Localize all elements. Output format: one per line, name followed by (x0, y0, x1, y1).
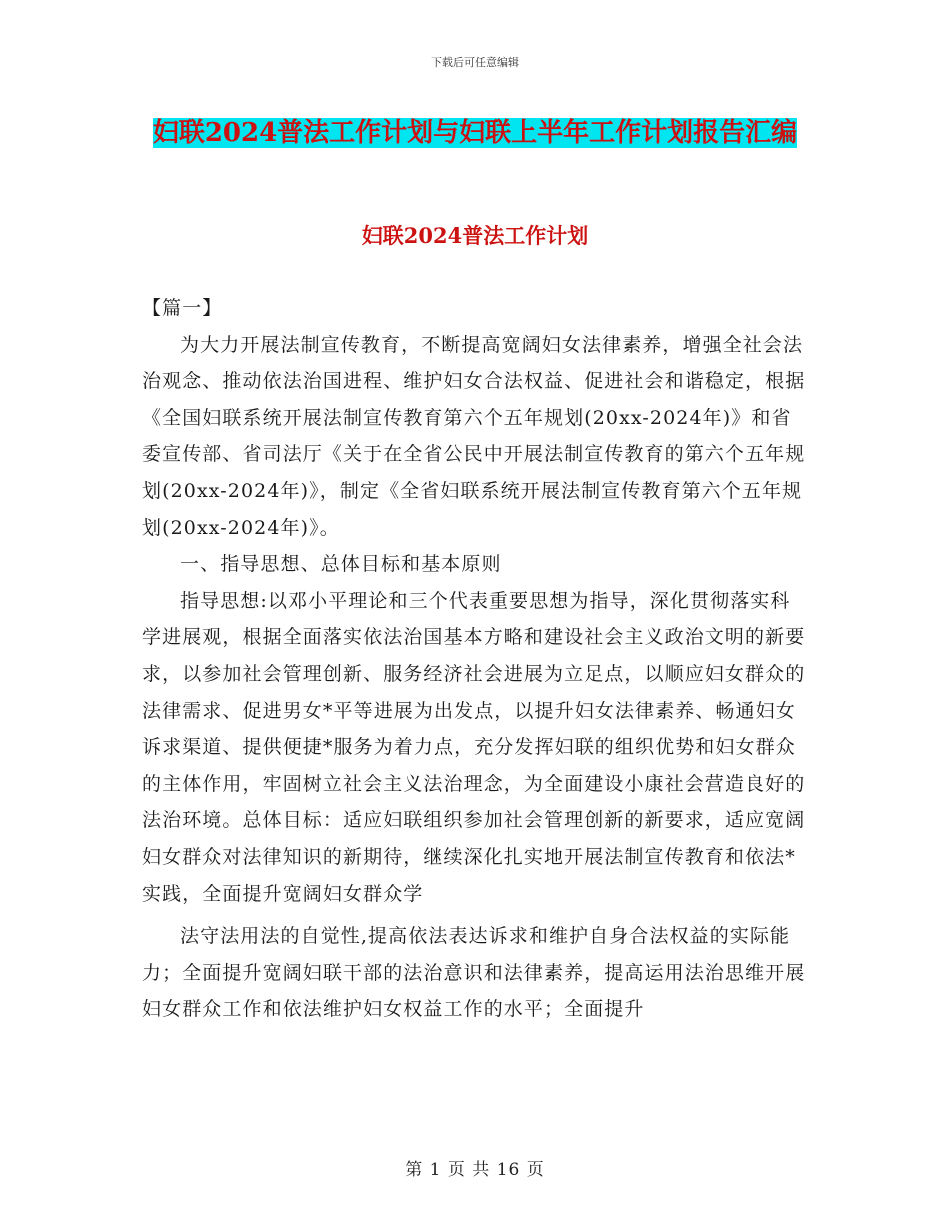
paragraph: 指导思想:以邓小平理论和三个代表重要思想为指导，深化贯彻落实科学进展观，根据全面落实依法治国基本方略和建设社会主义政治文明的新要求，以参加社会管理创新、服务经济社会进展为立足点，以顺应妇女群众的法律需求、促进男女*平等进展为出发点，以提升妇女法律素养、畅通妇女诉求渠道、提供便捷*服务为着力点，充分发挥妇联的组织优势和妇女群众的主体作用，牢固树立社会主义法治理念，为全面建设小康社会营造良好的法治环境。总体目标：适应妇联组织参加社会管理创新的新要求，适应宽阔妇女群众对法律知识的新期待，继续深化扎实地开展法制宣传教育和依法*实践，全面提升宽阔妇女群众学 (142, 589, 806, 905)
page-footer: 第 1 页 共 16 页 (405, 1160, 545, 1180)
section-title: 妇联2024普法工作计划 (361, 223, 589, 248)
heading-1: 一、指导思想、总体目标和基本原则 (180, 553, 502, 576)
body-content (142, 290, 810, 1028)
paragraph: 法守法用法的自觉性,提高依法表达诉求和维护自身合法权益的实际能力；全面提升宽阔妇联干部的法治意识和法律素养，提高运用法治思维开展妇女群众工作和依法维护妇女权益工作的水平；全面提升 (142, 925, 806, 1021)
section-label: 【篇一】 (142, 297, 223, 319)
document-title-text: 妇联2024普法工作计划与妇联上半年工作计划报告汇编 (152, 118, 798, 148)
page-header-note: 下载后可任意编辑 (431, 56, 519, 69)
document-title (140, 112, 810, 154)
paragraph: 为大力开展法制宣传教育，不断提高宽阔妇女法律素养，增强全社会法治观念、推动依法治国进程、维护妇女合法权益、促进社会和谐稳定，根据《全国妇联系统开展法制宣传教育第六个五年规划(20xx-2024年)》和省委宣传部、省司法厅《关于在全省公民中开展法制宣传教育的第六个五年规划(20xx-2024年)》，制定《全省妇联系统开展法制宣传教育第六个五年规划(20xx-2024年)》。 (142, 333, 806, 539)
